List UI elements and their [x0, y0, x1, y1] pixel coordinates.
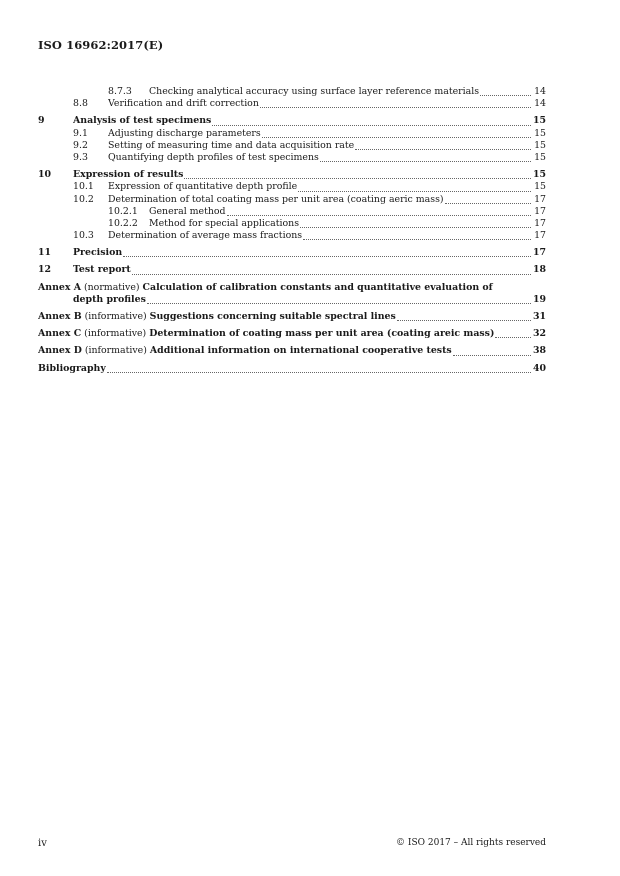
toc-entry-10[interactable] — [38, 169, 546, 181]
dot-leader — [453, 355, 531, 356]
dot-leader — [262, 137, 531, 138]
toc-title: Verification and drift correction — [108, 98, 259, 110]
annex-label: Annex B — [38, 311, 82, 322]
dot-leader — [480, 95, 531, 96]
toc-page: 40 — [532, 362, 546, 374]
toc-page: 17 — [532, 247, 546, 259]
toc-entry-9-3[interactable] — [38, 152, 546, 164]
annex-label: Annex A — [38, 281, 81, 293]
toc-entry-annex-d[interactable] — [38, 345, 546, 357]
dot-leader — [355, 149, 531, 150]
toc-number: 9.3 — [73, 151, 88, 163]
table-of-contents — [38, 86, 546, 375]
toc-page: 31 — [532, 311, 546, 322]
toc-page: 17 — [534, 217, 546, 229]
toc-entry-10-2[interactable] — [38, 194, 546, 206]
annex-kind: (informative) — [84, 328, 147, 340]
toc-title: Precision — [73, 247, 123, 259]
toc-title: Checking analytical accuracy using surface layer reference materials — [149, 86, 480, 97]
dot-leader — [495, 337, 531, 338]
dot-leader — [300, 227, 531, 228]
toc-number: 10.3 — [73, 230, 94, 242]
dot-leader — [303, 239, 531, 240]
toc-page: 15 — [532, 115, 546, 127]
toc-page: 19 — [532, 293, 546, 305]
toc-title: Expression of results — [73, 169, 184, 181]
toc-page: 18 — [532, 264, 546, 276]
toc-title: Test report — [73, 264, 131, 276]
annex-label: Annex D — [38, 345, 82, 357]
toc-page: 15 — [534, 181, 546, 193]
annex-title: Determination of coating mass per unit area (coating areic mass) — [149, 328, 495, 340]
toc-number: 9.2 — [73, 139, 88, 151]
annex-title-line2: depth profiles — [73, 293, 146, 305]
toc-page: 17 — [534, 230, 546, 242]
toc-title: Setting of measuring time and data acquisition rate — [108, 139, 355, 151]
toc-title: Determination of total coating mass per unit area (coating aeric mass) — [108, 193, 444, 205]
toc-entry-11[interactable] — [38, 247, 546, 259]
toc-entry-10-1[interactable] — [38, 181, 546, 193]
dot-leader — [147, 303, 531, 304]
toc-number: 10.2.1 — [108, 205, 138, 217]
toc-number: 12 — [38, 264, 52, 276]
dot-leader — [320, 161, 531, 162]
annex-kind: (normative) — [83, 281, 140, 293]
annex-label: Annex C — [38, 328, 82, 340]
annex-kind: (informative) — [84, 311, 147, 322]
toc-title: General method — [149, 205, 226, 217]
toc-entry-9-2[interactable] — [38, 140, 546, 152]
toc-page: 14 — [534, 98, 546, 110]
toc-title: Analysis of test specimens — [73, 115, 212, 127]
document-id: ISO 16962:2017(E) — [38, 38, 164, 52]
annex-title: Suggestions concerning suitable spectral lines — [149, 311, 396, 322]
toc-page: 17 — [534, 193, 546, 205]
dot-leader — [227, 215, 531, 216]
annex-title-line1: Calculation of calibration constants and quantitative evaluation of — [142, 281, 493, 293]
toc-number: 8.8 — [73, 98, 88, 110]
dot-leader — [397, 320, 531, 321]
toc-entry-10-2-1[interactable] — [38, 206, 546, 218]
dot-leader — [212, 125, 531, 126]
toc-number: 10.2.2 — [108, 217, 138, 229]
toc-page: 15 — [532, 169, 546, 181]
toc-page: 15 — [534, 127, 546, 139]
toc-page: 15 — [534, 151, 546, 163]
toc-entry-8-8[interactable] — [38, 98, 546, 110]
dot-leader — [132, 274, 531, 275]
toc-entry-bibliography[interactable] — [38, 363, 546, 375]
toc-number: 10.1 — [73, 181, 94, 193]
toc-page: 17 — [534, 205, 546, 217]
toc-entry-annex-c[interactable] — [38, 328, 546, 340]
toc-number: 10 — [38, 169, 52, 181]
toc-page: 15 — [534, 139, 546, 151]
toc-entry-annex-b[interactable] — [38, 311, 546, 323]
toc-page: 14 — [534, 86, 546, 97]
toc-page: 32 — [532, 328, 546, 340]
dot-leader — [184, 178, 531, 179]
toc-title: Quantifying depth profiles of test specimens — [108, 151, 319, 163]
dot-leader — [298, 191, 531, 192]
toc-entry-9-1[interactable] — [38, 128, 546, 140]
dot-leader — [107, 372, 531, 373]
toc-page: 38 — [532, 345, 546, 357]
toc-title: Adjusting discharge parameters — [108, 127, 261, 139]
toc-entry-10-2-2[interactable] — [38, 218, 546, 230]
toc-number: 11 — [38, 247, 52, 259]
annex-title: Additional information on international cooperative tests — [149, 345, 452, 357]
toc-entry-10-3[interactable] — [38, 230, 546, 242]
toc-number: 9.1 — [73, 127, 88, 139]
dot-leader — [445, 203, 531, 204]
toc-number: 10.2 — [73, 193, 94, 205]
page-footer — [38, 838, 546, 849]
toc-number: 8.7.3 — [108, 86, 132, 97]
annex-kind: (informative) — [84, 345, 147, 357]
toc-title: Method for special applications — [149, 217, 300, 229]
toc-entry-8-7-3[interactable] — [38, 86, 546, 98]
copyright-notice: © ISO 2017 – All rights reserved — [396, 838, 546, 848]
toc-title: Expression of quantitative depth profile — [108, 181, 298, 193]
toc-entry-12[interactable] — [38, 264, 546, 276]
dot-leader — [123, 256, 531, 257]
toc-entry-9[interactable] — [38, 115, 546, 127]
toc-title: Determination of average mass fractions — [108, 230, 303, 242]
toc-title: Bibliography — [38, 362, 106, 374]
dot-leader — [260, 107, 531, 108]
page-number: iv — [38, 838, 47, 849]
toc-number: 9 — [38, 115, 45, 127]
toc-entry-annex-a[interactable] — [38, 282, 546, 306]
